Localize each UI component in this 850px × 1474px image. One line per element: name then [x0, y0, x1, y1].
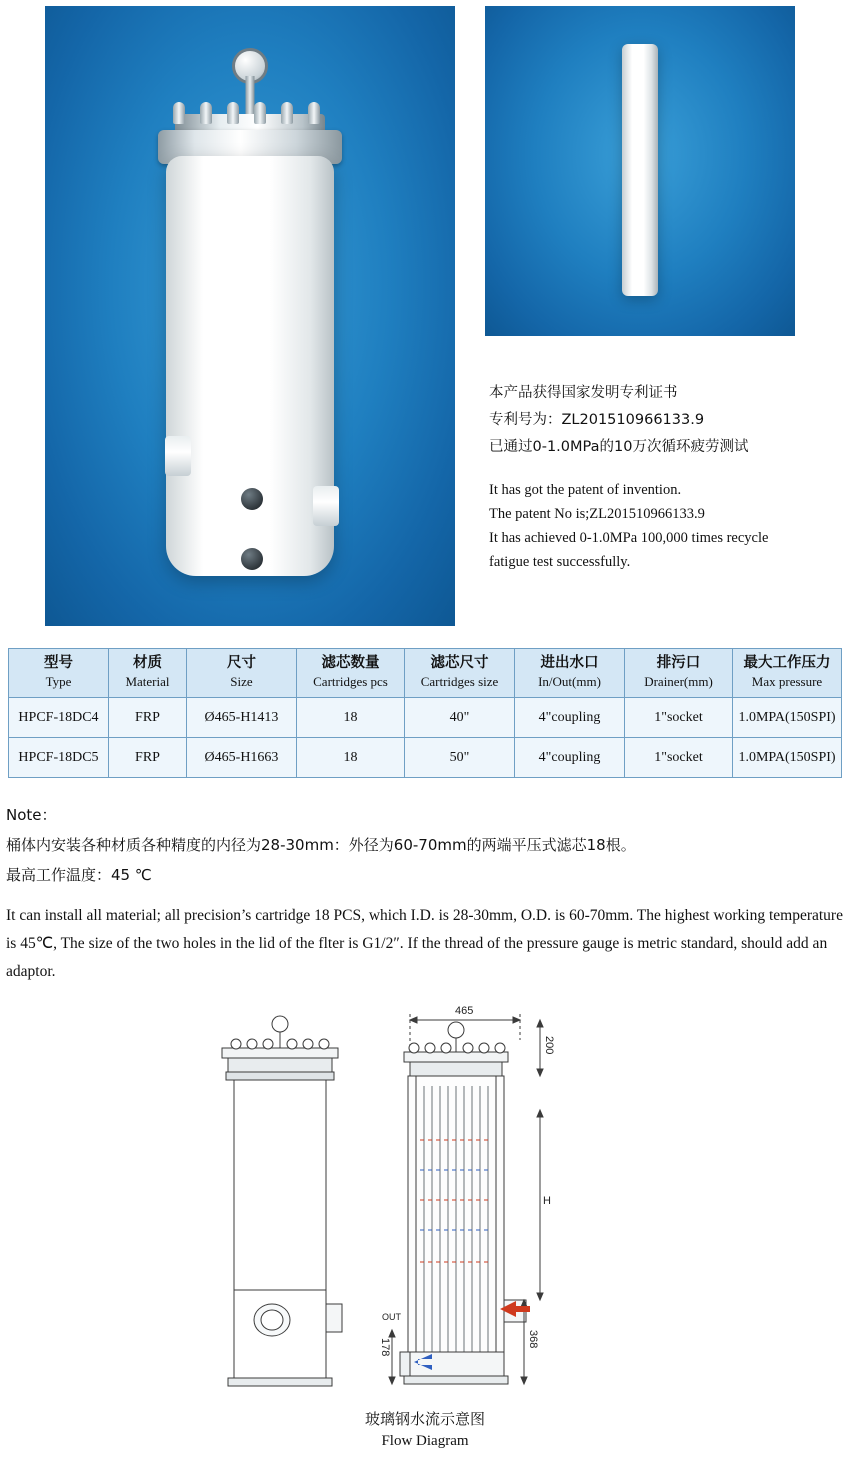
col-header-material [109, 649, 187, 698]
col-header-cartridges-pcs-cn: 滤芯数量 [321, 655, 380, 671]
clamp-bolt [227, 102, 239, 124]
col-header-cartridges-size [405, 649, 515, 698]
col-header-material-en: Material [125, 674, 170, 689]
cell-type: HPCF-18DC4 [9, 698, 109, 738]
nozzle-lower [241, 548, 263, 570]
clamp-bolt [308, 102, 320, 124]
cell-max-pressure: 1.0MPA(150SPI) [733, 698, 842, 738]
col-header-max-pressure-cn: 最大工作压力 [743, 655, 831, 671]
notes-section [6, 800, 844, 986]
clamp-bolt [200, 102, 212, 124]
cell-in-out: 4"coupling [515, 738, 625, 778]
product-photo-area [0, 0, 850, 640]
table-row [9, 698, 842, 738]
cell-cartridges-pcs: 18 [297, 738, 405, 778]
dim-top-height: 200 [543, 1036, 555, 1055]
col-header-max-pressure [733, 649, 842, 698]
col-header-drainer-cn: 排污口 [656, 655, 701, 671]
dim-bottom-height: 368 [527, 1330, 539, 1349]
col-header-type-cn: 型号 [44, 655, 73, 671]
diagram-caption-en: Flow Diagram [381, 1433, 469, 1449]
cell-drainer: 1"socket [625, 698, 733, 738]
patent-cn-line-3: 已通过0-1.0MPa的10万次循环疲劳测试 [489, 439, 749, 455]
patent-text-cn [489, 380, 829, 461]
col-header-material-cn: 材质 [133, 655, 162, 671]
product-photo-cartridge [485, 6, 795, 336]
patent-en-line-1: It has got the patent of invention. [489, 482, 682, 498]
patent-en-line-2: The patent No is;ZL201510966133.9 [489, 506, 705, 522]
dim-inlet-height: 178 [379, 1338, 391, 1357]
flow-diagram-svg [0, 1000, 850, 1410]
notes-cn-line-2: 最高工作温度：45 ℃ [6, 866, 152, 884]
col-header-size [187, 649, 297, 698]
col-header-in-out-cn: 进出水口 [540, 655, 599, 671]
cell-max-pressure: 1.0MPA(150SPI) [733, 738, 842, 778]
filter-cartridge [622, 44, 658, 296]
col-header-cartridges-pcs [297, 649, 405, 698]
diagram-caption-cn: 玻璃钢水流示意图 [364, 1410, 485, 1428]
col-header-drainer [625, 649, 733, 698]
col-header-in-out [515, 649, 625, 698]
patent-cn-line-1: 本产品获得国家发明专利证书 [489, 385, 678, 401]
col-header-cartridges-size-cn: 滤芯尺寸 [430, 655, 489, 671]
cell-type: HPCF-18DC5 [9, 738, 109, 778]
table-row [9, 738, 842, 778]
col-header-cartridges-size-en: Cartridges size [420, 674, 499, 689]
cell-material: FRP [109, 698, 187, 738]
cell-in-out: 4"coupling [515, 698, 625, 738]
col-header-type-en: Type [45, 674, 72, 689]
col-header-size-en: Size [230, 674, 253, 689]
clamp-bolt [173, 102, 185, 124]
col-header-drainer-en: Drainer(mm) [644, 674, 713, 689]
col-header-type [9, 649, 109, 698]
patent-en-line-4: fatigue test successfully. [489, 554, 631, 570]
side-port-left [165, 436, 191, 476]
patent-en-line-3: It has achieved 0-1.0MPa 100,000 times recycle [489, 530, 769, 546]
label-outlet: OUT [382, 1312, 401, 1322]
specification-table [8, 648, 842, 778]
col-header-in-out-en: In/Out(mm) [538, 674, 601, 689]
table-header-row [9, 649, 842, 698]
col-header-max-pressure-en: Max pressure [751, 674, 823, 689]
product-photo-vessel [45, 6, 455, 626]
col-header-cartridges-pcs-en: Cartridges pcs [313, 674, 388, 689]
col-header-size-cn: 尺寸 [227, 655, 256, 671]
clamp-bolt [254, 102, 266, 124]
cell-drainer: 1"socket [625, 738, 733, 778]
section-view [389, 1014, 543, 1384]
notes-cn-line-1: 桶体内安装各种材质各种精度的内径为28-30mm：外径为60-70mm的两端平压式滤芯18根。 [6, 836, 636, 854]
flow-diagram [0, 1000, 850, 1474]
cell-size: Ø465-H1413 [187, 698, 297, 738]
cell-cartridges-pcs: 18 [297, 698, 405, 738]
cell-size: Ø465-H1663 [187, 738, 297, 778]
nozzle-upper [241, 488, 263, 510]
notes-en-paragraph: It can install all material; all precision’s cartridge 18 PCS, which I.D. is 28-30mm, O.D. is 60-70mm. The highest working temperature is 45℃, The size of the two holes in the lid of the flter is G1/2″. If the thread of the pressure gauge is metric standard, should add an adaptor. [6, 907, 843, 980]
patent-cn-line-2: 专利号为：ZL201510966133.9 [489, 412, 705, 428]
elevation-view [222, 1016, 342, 1386]
cell-cartridges-size: 50" [405, 738, 515, 778]
cell-material: FRP [109, 738, 187, 778]
dim-width: 465 [455, 1005, 474, 1017]
dim-body-height: H [543, 1195, 551, 1207]
cell-cartridges-size: 40" [405, 698, 515, 738]
notes-title: Note： [6, 806, 57, 824]
clamp-bolt [281, 102, 293, 124]
patent-text-en [489, 478, 839, 574]
side-port-right [313, 486, 339, 526]
diagram-caption [0, 1408, 850, 1452]
vessel-shell [166, 156, 334, 576]
